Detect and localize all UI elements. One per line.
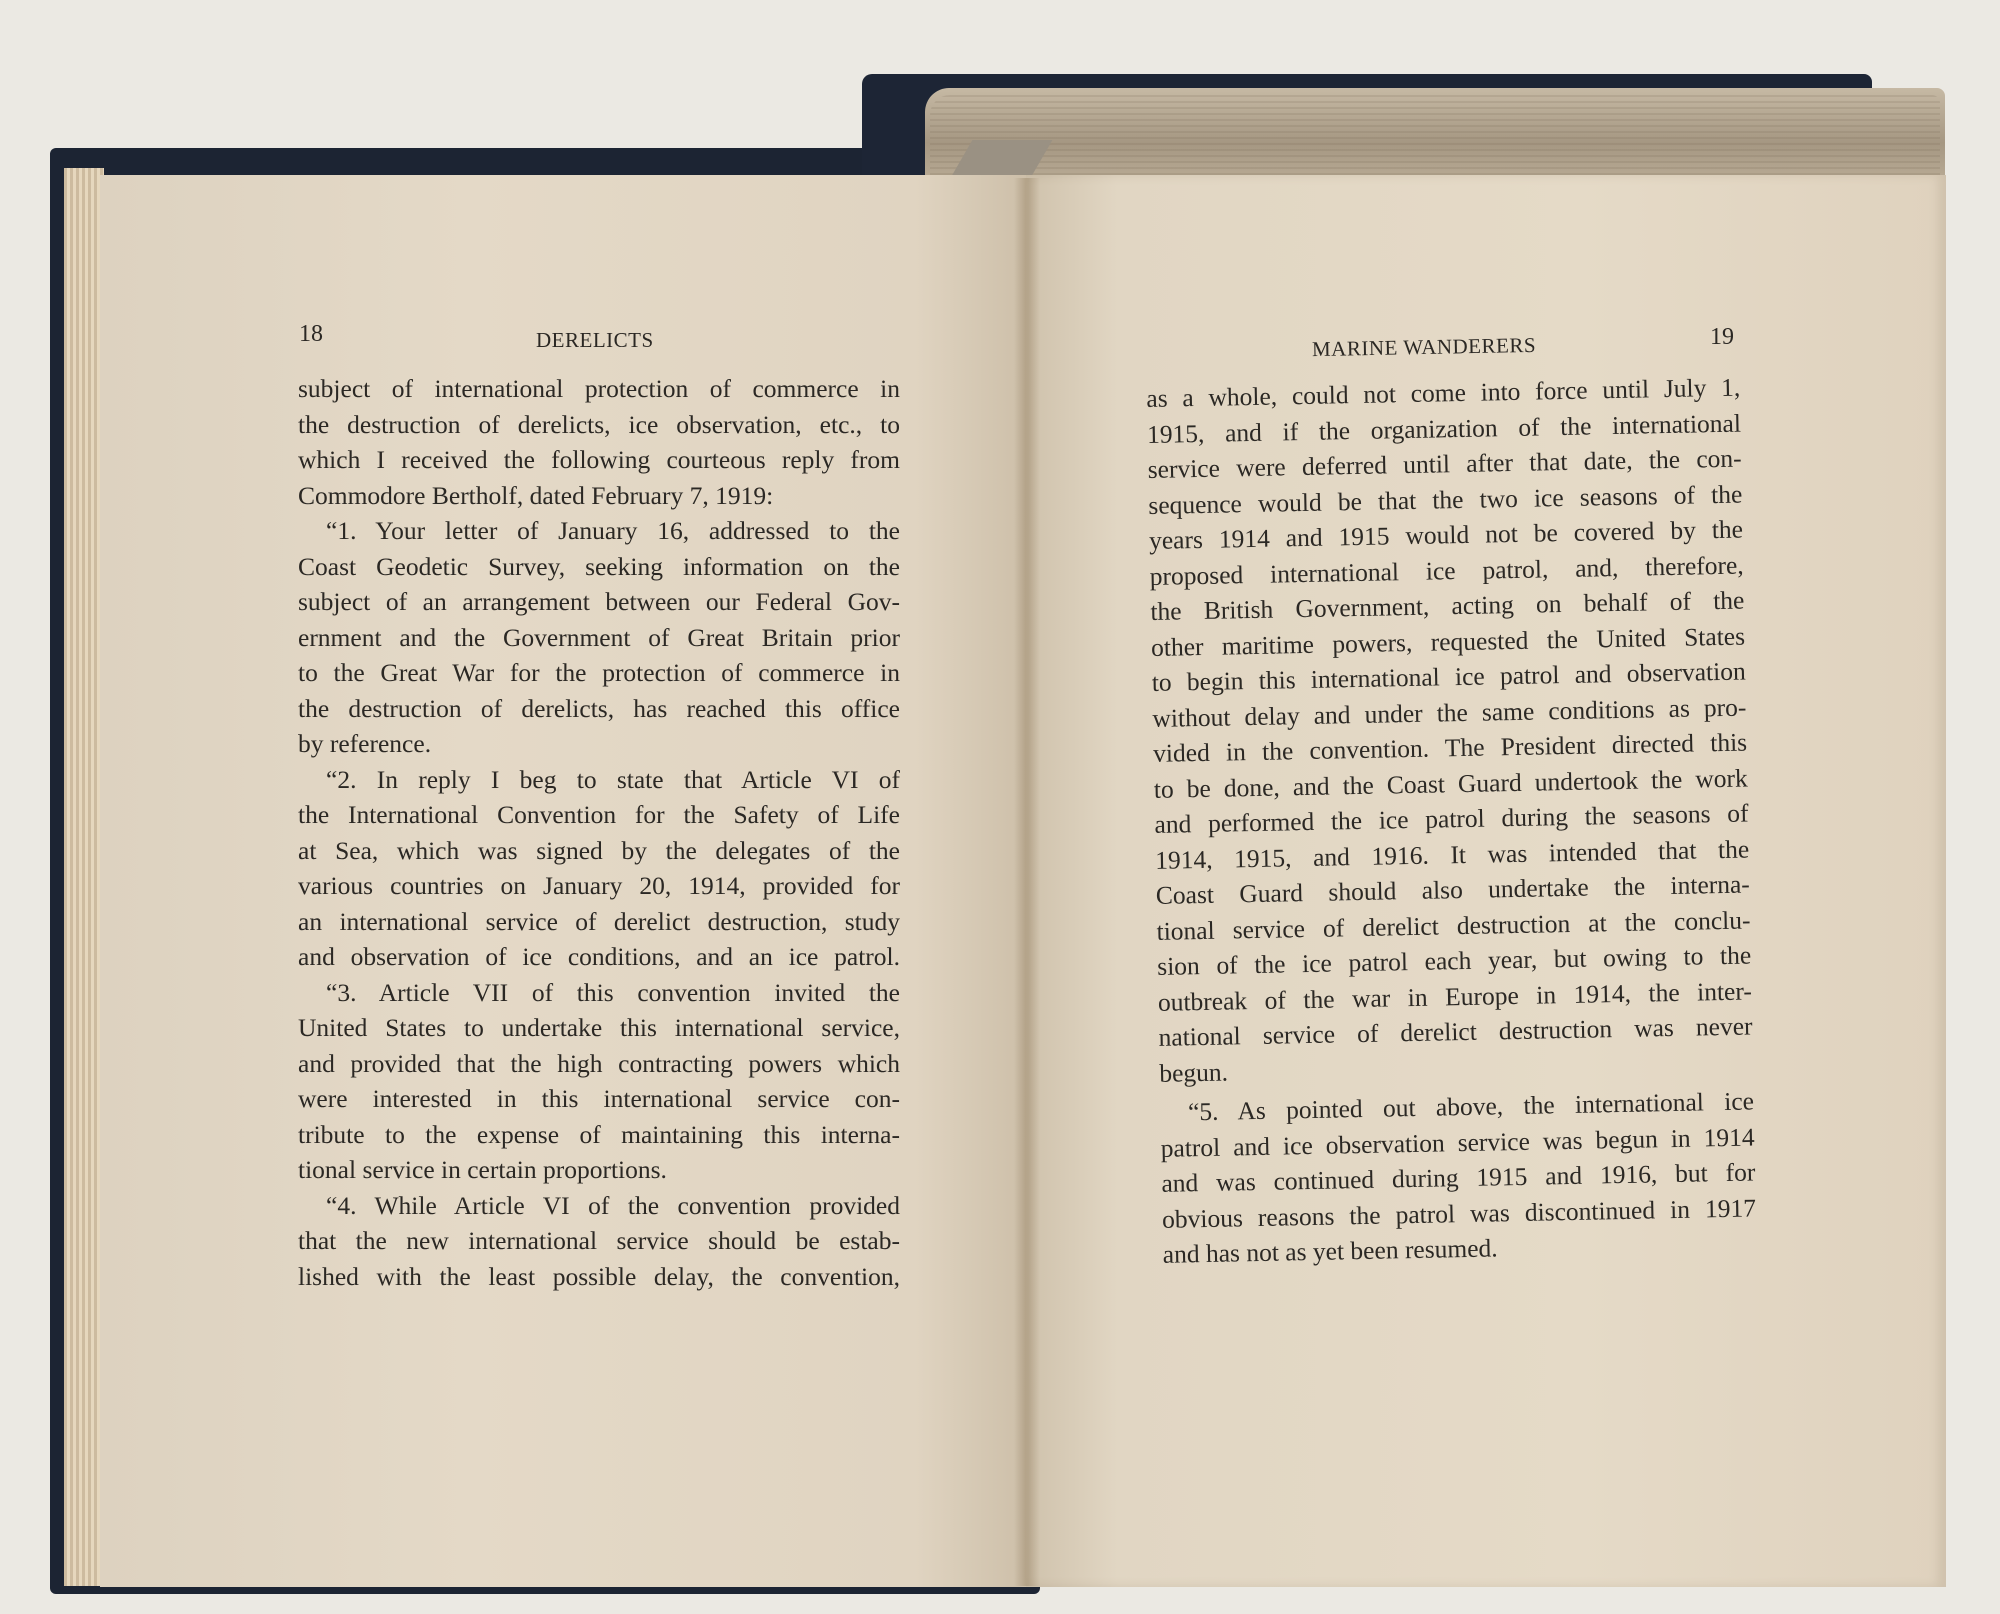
left-page — [100, 175, 1026, 1587]
text-line: at Sea, which was signed by the delegates of the — [298, 835, 900, 865]
paragraph — [298, 975, 900, 1188]
paragraph — [1146, 370, 1754, 1091]
text-line: subject of international protection of commerce in — [298, 374, 900, 403]
text-line: ernment and the Government of Great Britain prior — [298, 622, 900, 652]
text-line: tional service of derelict destruction at the conclu- — [1156, 904, 1751, 946]
page-number: 19 — [1710, 324, 1734, 350]
page-number: 18 — [299, 321, 323, 347]
text-line: outbreak of the war in Europe in 1914, the inter- — [1157, 975, 1753, 1017]
text-line: years 1914 and 1915 would not be covered by the — [1148, 514, 1744, 555]
text-line: other maritime powers, requested the United States — [1150, 621, 1746, 662]
paragraph — [298, 513, 900, 762]
text-line: and has not as yet been resumed. — [1162, 1233, 1498, 1269]
text-line: and observation of ice conditions, and an ice patrol. — [298, 942, 900, 971]
text-line: “4. While Article VI of the convention provided — [326, 1190, 900, 1220]
text-line: the British Government, acting on behalf of the — [1150, 585, 1745, 626]
text-line: that the new international service should be estab- — [298, 1226, 900, 1255]
text-line: to the Great War for the protection of commerce in — [298, 658, 900, 687]
text-line: 1915, and if the organization of the international — [1146, 408, 1742, 449]
text-line: to be done, and the Coast Guard undertook the work — [1153, 763, 1749, 804]
text-line: and was continued during 1915 and 1916, but for — [1161, 1157, 1756, 1198]
text-line: the International Convention for the Safety of Life — [298, 800, 900, 829]
paragraph — [298, 371, 900, 513]
paragraph — [298, 1188, 900, 1295]
running-head: MARINE WANDERERS — [1311, 332, 1537, 362]
text-line: Commodore Bertholf, dated February 7, 1919: — [298, 480, 774, 510]
text-line: were interested in this international service con- — [298, 1084, 900, 1113]
text-line: and performed the ice patrol during the seasons of — [1154, 798, 1749, 839]
text-line: sion of the ice patrol each year, but owing to the — [1156, 940, 1752, 981]
text-line: Coast Geodetic Survey, seeking information on the — [298, 551, 900, 581]
text-line: by reference. — [298, 729, 432, 758]
right-page-body — [1146, 370, 1757, 1273]
left-page-edges — [64, 168, 104, 1586]
text-line: as a whole, could not come into force until July 1, — [1146, 372, 1741, 413]
text-line: vided in the convention. The President directed this — [1152, 727, 1748, 768]
text-line: “3. Article VII of this convention invited the — [326, 977, 900, 1007]
text-line: obvious reasons the patrol was discontinued in 1917 — [1161, 1192, 1757, 1234]
text-line: “2. In reply I beg to state that Article VI of — [326, 764, 900, 794]
paragraph — [1160, 1083, 1757, 1272]
text-line: United States to undertake this international service, — [298, 1013, 900, 1042]
text-line: the destruction of derelicts, ice observation, etc., to — [298, 409, 900, 439]
text-line: and provided that the high contracting powers which — [298, 1048, 900, 1078]
text-line: an international service of derelict destruction, study — [298, 906, 900, 936]
text-line: to begin this international ice patrol and observation — [1151, 656, 1746, 697]
text-line: “5. As pointed out above, the international ice — [1187, 1086, 1755, 1127]
left-page-body — [298, 371, 900, 1294]
text-line: subject of an arrangement between our Federal Gov- — [298, 587, 900, 616]
book-gutter — [1014, 178, 1040, 1586]
page-block-texture — [930, 95, 1940, 185]
right-page — [1026, 175, 1946, 1587]
text-line: patrol and ice observation service was begun in 1914 — [1160, 1121, 1755, 1163]
text-line: which I received the following courteous reply from — [298, 445, 900, 474]
text-line: proposed international ice patrol, and, therefore, — [1149, 550, 1744, 591]
text-line: various countries on January 20, 1914, provided for — [298, 871, 900, 900]
text-line: without delay and under the same conditions as pro- — [1152, 692, 1747, 733]
text-line: the destruction of derelicts, has reached this office — [298, 693, 900, 723]
paragraph — [298, 762, 900, 975]
text-line: service were deferred until after that date, the con- — [1147, 443, 1742, 484]
text-line: lished with the least possible delay, the convention, — [298, 1261, 900, 1291]
text-line: Coast Guard should also undertake the interna- — [1155, 869, 1751, 910]
running-head: DERELICTS — [536, 328, 654, 352]
text-line: “1. Your letter of January 16, addressed to the — [326, 516, 900, 545]
text-line: 1914, 1915, and 1916. It was intended that the — [1154, 834, 1750, 875]
text-line: national service of derelict destruction was never — [1158, 1011, 1753, 1052]
text-line: begun. — [1159, 1057, 1229, 1088]
text-line: tional service in certain proportions. — [298, 1155, 667, 1184]
text-line: sequence would be that the two ice seasons of the — [1148, 479, 1743, 520]
text-line: tribute to the expense of maintaining this interna- — [298, 1119, 900, 1149]
